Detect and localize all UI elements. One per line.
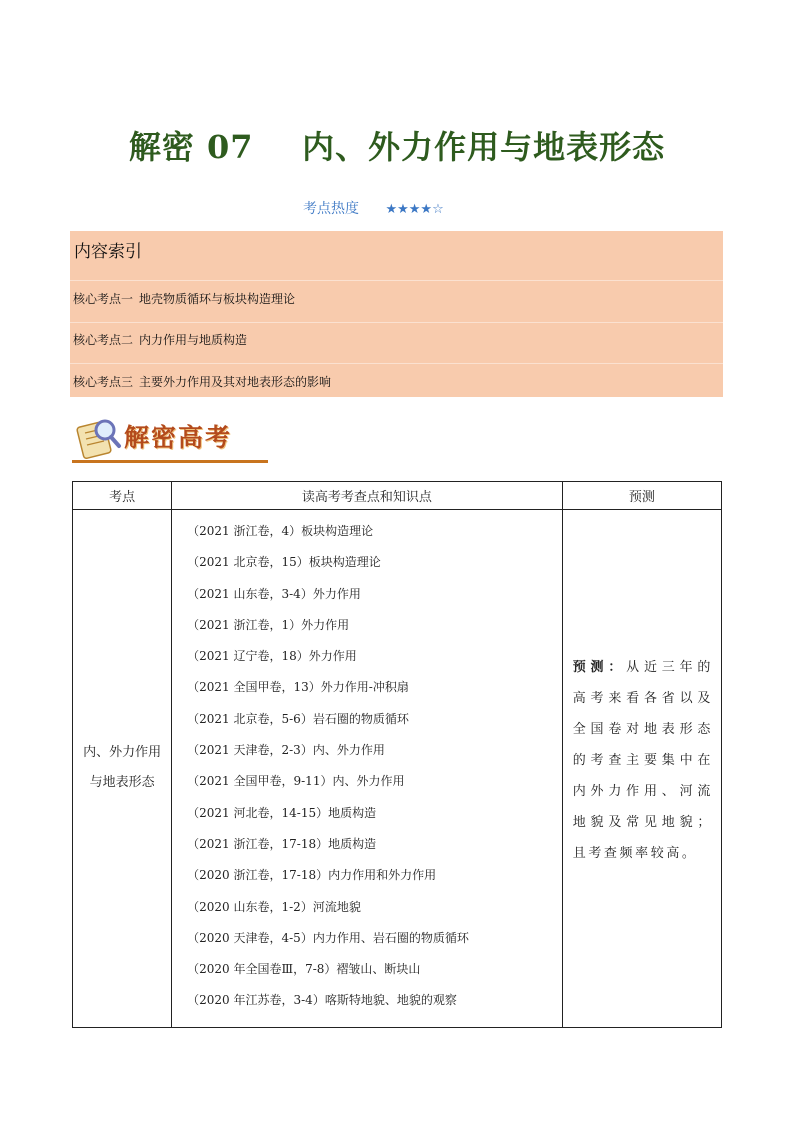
banner-underline — [72, 460, 268, 463]
content-index — [70, 231, 723, 397]
divider — [70, 322, 723, 323]
list-item: （2020 浙江卷，17-18）内力作用和外力作用 — [187, 868, 437, 883]
list-item: （2021 浙江卷，4）板块构造理论 — [187, 524, 374, 538]
exam-points-table — [72, 481, 722, 1028]
index-item[interactable] — [70, 366, 723, 404]
index-item-text: 内力作用与地质构造 — [139, 333, 248, 347]
star-rating: ★★★★☆ — [385, 202, 444, 217]
index-item[interactable] — [70, 324, 723, 362]
heat-label: 考点热度 — [303, 201, 359, 217]
list-item: （2020 年全国卷Ⅲ，7-8）褶皱山、断块山 — [187, 962, 421, 977]
list-item: （2021 浙江卷，17-18）地质构造 — [187, 836, 377, 851]
list-item: （2021 全国甲卷，9-11）内、外力作用 — [187, 774, 405, 789]
list-item: （2021 北京卷，5-6）岩石圈的物质循环 — [187, 711, 409, 726]
heat-rating — [303, 198, 444, 218]
prediction-label: 预测： — [572, 660, 627, 675]
index-item-text: 主要外力作用及其对地表形态的影响 — [139, 375, 332, 389]
notebook-magnifier-icon — [72, 414, 124, 460]
exam-list-cell — [172, 510, 563, 1028]
prediction-text: 从近三年的高考来看各省以及全国卷对地表形态的考查主要集中在内外力作用、河流地貌及常见地貌；且考查频率较高。 — [572, 660, 713, 861]
index-heading: 内容索引 — [70, 231, 723, 281]
table-header-row — [73, 482, 722, 510]
divider — [70, 363, 723, 364]
topic-cell — [73, 510, 172, 1028]
list-item: （2020 年江苏卷，3-4）喀斯特地貌、地貌的观察 — [187, 993, 457, 1008]
list-item: （2021 河北卷，14-15）地质构造 — [187, 805, 377, 820]
index-item-tag: 核心考点三 — [73, 375, 134, 389]
topic-line: 与地表形态 — [89, 775, 155, 791]
list-item: （2020 天津卷，4-5）内力作用、岩石圈的物质循环 — [187, 930, 469, 945]
list-item: （2021 浙江卷，1）外力作用 — [187, 617, 350, 632]
list-item: （2021 北京卷，15）板块构造理论 — [187, 555, 381, 570]
table-header: 读高考考查点和知识点 — [172, 482, 563, 510]
index-item[interactable] — [70, 283, 723, 321]
topic-line: 内、外力作用 — [83, 745, 162, 761]
table-header: 考点 — [73, 482, 172, 510]
list-item: （2021 全国甲卷，13）外力作用-冲积扇 — [187, 680, 409, 695]
section-banner — [72, 412, 272, 466]
table-header: 预测 — [562, 482, 721, 510]
list-item: （2021 天津卷，2-3）内、外力作用 — [187, 743, 385, 758]
prediction-cell — [562, 510, 721, 1028]
index-item-tag: 核心考点一 — [73, 292, 134, 306]
index-item-tag: 核心考点二 — [73, 333, 134, 347]
table-row — [73, 510, 722, 1028]
index-item-text: 地壳物质循环与板块构造理论 — [139, 292, 296, 306]
list-item: （2021 辽宁卷，18）外力作用 — [187, 649, 357, 664]
list-item: （2021 山东卷，3-4）外力作用 — [187, 586, 361, 601]
banner-title: 解密高考 — [124, 423, 233, 452]
page-title: 解密 07 内、外力作用与地表形态 — [128, 128, 666, 166]
list-item: （2020 山东卷，1-2）河流地貌 — [187, 899, 361, 914]
